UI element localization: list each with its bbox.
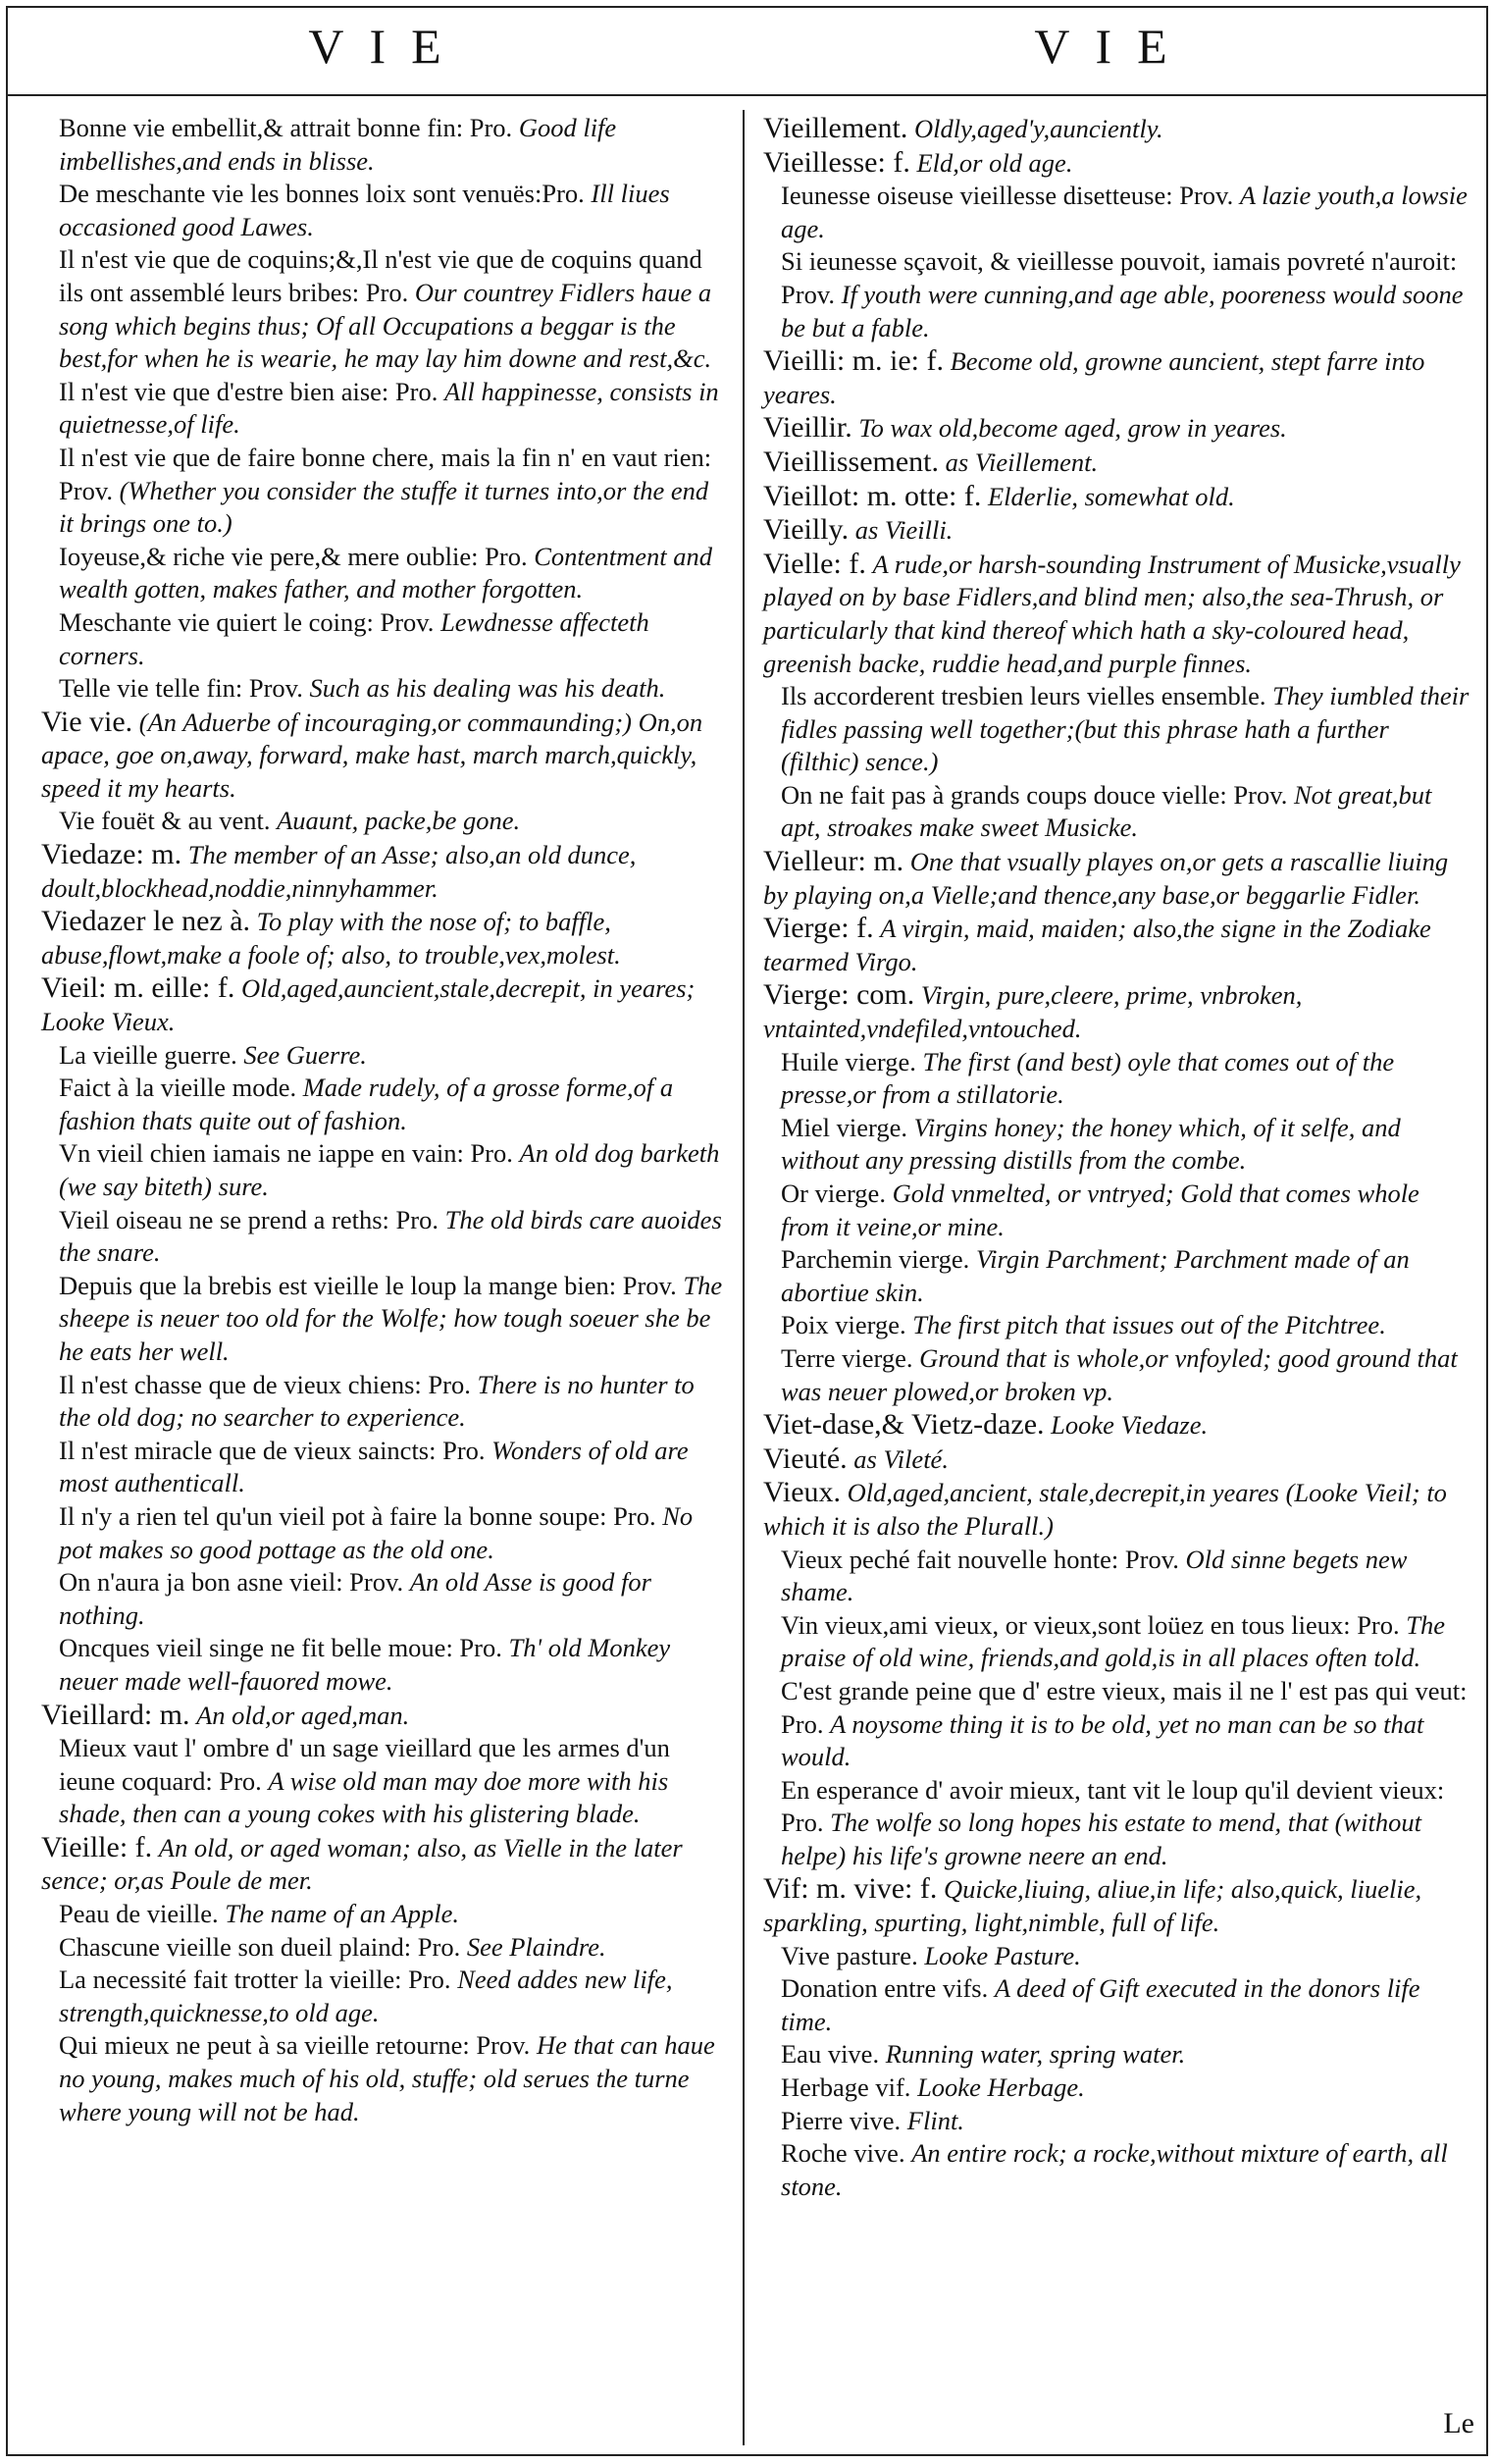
french-phrase: Or vierge. (781, 1179, 886, 1208)
headword-entry (41, 706, 728, 806)
sub-entry (41, 805, 728, 838)
french-phrase: Viet-dase,& Vietz-daze. (763, 1408, 1045, 1442)
sub-entry (763, 2137, 1470, 2203)
english-gloss: See Plaindre. (466, 1931, 606, 1962)
french-phrase: Viedaze: m. (41, 838, 182, 871)
sub-entry (41, 1500, 728, 1566)
sub-entry (763, 1972, 1470, 2038)
english-gloss: Elderlie, somewhat old. (987, 481, 1235, 511)
french-phrase: Meschante vie quiert le coing: Prov. (59, 606, 435, 637)
headword-entry (41, 1831, 728, 1898)
headword-entry (763, 411, 1470, 446)
english-gloss: Good life imbellishes,and ends in blisse. (59, 113, 617, 176)
english-gloss: A wise old man may doe more with his shade, then can a young cokes with his glistering blade. (59, 1765, 669, 1829)
sub-entry (41, 1632, 728, 1698)
sub-entry (763, 2105, 1470, 2138)
english-gloss: (Whether you consider the stuffe it turnes into,or the end it brings one to.) (59, 475, 709, 539)
english-gloss: Virgins honey; the honey which, of it selfe, and without any pressing distills from the combe. (781, 1112, 1401, 1176)
english-gloss: To play with the nose of; to baffle, abuse,flowt,make a foole of; also, to trouble,vex,molest. (41, 907, 621, 970)
english-gloss: He that can haue no young, makes much of his old, stuffe; old serues the turne where young will not be had. (59, 2030, 715, 2126)
header-rule (6, 94, 1488, 96)
french-phrase: De meschante vie les bonnes loix sont venuës:Pro. (59, 179, 585, 209)
headword-entry (763, 146, 1470, 181)
english-gloss: The member of an Asse; also,an old dunce, doult,blockhead,noddie,ninnyhammer. (41, 840, 637, 903)
sub-entry (41, 442, 728, 541)
sub-entry (41, 1964, 728, 2029)
running-head-left: VIE (308, 19, 467, 74)
english-gloss: An old,or aged,man. (196, 1700, 410, 1730)
french-phrase: Vieillissement. (763, 445, 940, 478)
english-gloss: Not great,but apt, stroakes make sweet Musicke. (781, 779, 1432, 843)
english-gloss: Gold vnmelted, or vntryed; Gold that comes whole from it veine,or mine. (781, 1179, 1419, 1241)
french-phrase: Chascune vieille son dueil plaind: Pro. (59, 1931, 461, 1962)
french-phrase: Vieuté. (763, 1442, 848, 1475)
english-gloss: A rude,or harsh-sounding Instrument of Musicke,vsually played on by base Fidlers,and blind men; also,the sea-Thrush, or particularly that kind thereof which hath a sky-coloured head, greenish backe, ruddie head,and purple finnes. (763, 549, 1461, 678)
english-gloss: A deed of Gift executed in the donors life time. (781, 1973, 1420, 2036)
english-gloss: Looke Herbage. (917, 2072, 1085, 2103)
english-gloss: Our countrey Fidlers haue a song which begins thus; Of all Occupations a beggar is the best,for when he is wearie, he may lay him downe and rest,&c. (59, 277, 712, 374)
french-phrase: Ioyeuse,& riche vie pere,& mere oublie: Pro. (59, 541, 528, 571)
english-gloss: To wax old,become aged, grow in yeares. (858, 413, 1287, 444)
english-gloss: as Vieilli. (854, 515, 954, 546)
english-gloss: An old Asse is good for nothing. (59, 1567, 651, 1630)
english-gloss: See Guerre. (243, 1039, 367, 1070)
french-phrase: Vie fouët & au vent. (59, 806, 271, 836)
french-phrase: Il n'est miracle que de vieux saincts: Pro. (59, 1435, 486, 1465)
sub-entry (41, 2029, 728, 2128)
headword-entry (763, 1408, 1470, 1442)
english-gloss: An entire rock; a rocke,without mixture of earth, all stone. (781, 2138, 1448, 2201)
sub-entry (763, 1178, 1470, 1243)
sub-entry (41, 112, 728, 178)
sub-entry (41, 1270, 728, 1369)
sub-entry (763, 680, 1470, 779)
headword-entry (763, 912, 1470, 978)
english-gloss: Lewdnesse affecteth corners. (59, 606, 649, 670)
sub-entry (41, 1369, 728, 1435)
french-phrase: Vin vieux,ami vieux, or vieux,sont loüez en tous lieux: Pro. (781, 1609, 1400, 1640)
french-phrase: Vieil: m. eille: f. (41, 971, 235, 1005)
headword-entry (763, 978, 1470, 1045)
english-gloss: Need addes new life, strength,quicknesse,to old age. (59, 1965, 673, 2027)
sub-entry (41, 1072, 728, 1137)
sub-entry (41, 1435, 728, 1500)
sub-entry (763, 779, 1470, 845)
french-phrase: Vieux. (763, 1476, 842, 1509)
english-gloss: One that vsually playes on,or gets a rascallie liuing by playing on,a Vielle;and thence,any base,or beggarlie Fidler. (763, 847, 1449, 910)
sub-entry (763, 1309, 1470, 1342)
english-gloss: Become old, growne auncient, stept farre into yeares. (763, 346, 1425, 409)
english-gloss: Virgin Parchment; Parchment made of an abortiue skin. (781, 1244, 1410, 1307)
english-gloss: Such as his dealing was his death. (309, 673, 666, 704)
french-phrase: Huile vierge. (781, 1046, 916, 1076)
french-phrase: Faict à la vieille mode. (59, 1073, 297, 1103)
english-gloss: The sheepe is neuer too old for the Wolfe; how tough soeuer she be he eats her well. (59, 1270, 723, 1366)
sub-entry (41, 1931, 728, 1965)
sub-entry (763, 1774, 1470, 1873)
french-phrase: C'est grande peine que d' estre vieux, mais il ne l' est pas qui veut: Pro. (781, 1675, 1468, 1739)
english-gloss: All happinesse, consists in quietnesse,of life. (59, 376, 719, 440)
french-phrase: La vieille guerre. (59, 1039, 237, 1070)
french-phrase: Vie vie. (41, 705, 133, 738)
english-gloss: Eld,or old age. (916, 147, 1073, 178)
french-phrase: Si ieunesse sçavoit, & vieillesse pouvoit, iamais povreté n'auroit: Prov. (781, 246, 1458, 309)
sub-entry (763, 1112, 1470, 1178)
french-phrase: On ne fait pas à grands coups douce vielle: Prov. (781, 779, 1288, 810)
english-gloss: The praise of old wine, friends,and gold,is in all places often told. (781, 1609, 1446, 1673)
french-phrase: Il n'est vie que de faire bonne chere, mais la fin n' en vaut rien: Prov. (59, 442, 712, 505)
french-phrase: Ils accorderent tresbien leurs vielles ensemble. (781, 681, 1266, 711)
english-gloss: A virgin, maid, maiden; also,the signe in the Zodiake tearmed Virgo. (763, 914, 1431, 976)
french-phrase: Il n'est vie que de coquins;&,Il n'est vie que de coquins quand ils ont assemblé leurs bribes: Pro. (59, 244, 702, 307)
english-gloss: The name of an Apple. (225, 1899, 459, 1929)
english-gloss: Wonders of old are most authenticall. (59, 1435, 689, 1498)
french-phrase: Miel vierge. (781, 1112, 908, 1142)
sub-entry (41, 1204, 728, 1270)
french-phrase: Eau vive. (781, 2039, 880, 2070)
french-phrase: Vif: m. vive: f. (763, 1872, 938, 1906)
english-gloss: Flint. (906, 2105, 964, 2135)
sub-entry (763, 2071, 1470, 2105)
sub-entry (41, 178, 728, 243)
french-phrase: Vieillesse: f. (763, 145, 910, 179)
french-phrase: Parchemin vierge. (781, 1244, 970, 1275)
french-phrase: Il n'est vie que d'estre bien aise: Pro. (59, 376, 438, 406)
french-phrase: Herbage vif. (781, 2072, 911, 2103)
catchword: Le (1443, 2407, 1474, 2439)
english-gloss: Old,aged,ancient, stale,decrepit,in yeares (Looke Vieil; to which it is also the Plurall.) (763, 1478, 1447, 1541)
french-phrase: Vieillot: m. otte: f. (763, 479, 982, 512)
english-gloss: Old sinne begets new shame. (781, 1544, 1408, 1607)
english-gloss: as Vileté. (853, 1443, 949, 1474)
headword-entry (763, 446, 1470, 480)
sub-entry (763, 1675, 1470, 1774)
french-phrase: Ieunesse oiseuse vieillesse disetteuse: Prov. (781, 181, 1234, 211)
english-gloss: A noysome thing it is to be old, yet no man can be so that would. (781, 1708, 1424, 1772)
headword-entry (41, 838, 728, 905)
right-column (763, 112, 1470, 2203)
english-gloss: No pot makes so good pottage as the old one. (59, 1500, 694, 1564)
french-phrase: Depuis que la brebis est vieille le loup la mange bien: Prov. (59, 1270, 677, 1300)
sub-entry (41, 1566, 728, 1632)
sub-entry (41, 243, 728, 375)
sub-entry (763, 1243, 1470, 1309)
english-gloss: An old, or aged woman; also, as Vielle in the later sence; or,as Poule de mer. (41, 1832, 683, 1896)
french-phrase: Vielleur: m. (763, 845, 904, 878)
headword-entry (763, 548, 1470, 680)
french-phrase: Vieilli: m. ie: f. (763, 344, 944, 378)
french-phrase: Vierge: f. (763, 912, 874, 945)
french-phrase: Terre vierge. (781, 1342, 913, 1373)
french-phrase: La necessité fait trotter la vieille: Pro. (59, 1965, 451, 1995)
english-gloss: There is no hunter to the old dog; no searcher to experience. (59, 1369, 695, 1433)
french-phrase: Vieillard: m. (41, 1698, 190, 1731)
sub-entry (763, 2038, 1470, 2071)
headword-entry (763, 1476, 1470, 1543)
headword-entry (763, 112, 1470, 146)
sub-entry (763, 1046, 1470, 1112)
sub-entry (763, 1940, 1470, 1973)
sub-entry (41, 1732, 728, 1831)
sub-entry (41, 1039, 728, 1073)
headword-entry (41, 971, 728, 1038)
english-gloss: The first pitch that issues out of the Pitchtree. (912, 1310, 1386, 1340)
headword-entry (41, 905, 728, 971)
sub-entry (763, 245, 1470, 344)
french-phrase: Vn vieil chien iamais ne iappe en vain: Pro. (59, 1138, 513, 1169)
french-phrase: Mieux vaut l' ombre d' un sage vieillard que les armes d'un ieune coquard: Pro. (59, 1733, 670, 1796)
sub-entry (41, 672, 728, 706)
english-gloss: Quicke,liuing, aliue,in life; also,quick, liuelie, sparkling, spurting, light,nimble, full of life. (763, 1874, 1422, 1938)
french-phrase: Vieille: f. (41, 1830, 153, 1863)
english-gloss: Auaunt, packe,be gone. (277, 806, 521, 836)
french-phrase: Il n'est chasse que de vieux chiens: Pro. (59, 1369, 471, 1399)
french-phrase: Vielle: f. (763, 547, 866, 580)
english-gloss: Virgin, pure,cleere, prime, vnbroken, vntainted,vndefiled,vntouched. (763, 980, 1303, 1044)
french-phrase: Peau de vieille. (59, 1899, 219, 1929)
french-phrase: Vieilly. (763, 513, 850, 547)
headword-entry (763, 845, 1470, 912)
left-column (41, 112, 728, 2128)
sub-entry (763, 1544, 1470, 1609)
sub-entry (41, 606, 728, 672)
french-phrase: Telle vie telle fin: Prov. (59, 673, 303, 704)
column-divider (743, 110, 745, 2445)
headword-entry (763, 344, 1470, 411)
sub-entry (763, 1609, 1470, 1675)
french-phrase: Vieil oiseau ne se prend a reths: Pro. (59, 1204, 438, 1234)
french-phrase: Bonne vie embellit,& attrait bonne fin: Pro. (59, 113, 513, 142)
english-gloss: Ground that is whole,or vnfoyled; good ground that was neuer plowed,or broken vp. (781, 1342, 1458, 1406)
french-phrase: Pierre vive. (781, 2105, 902, 2135)
headword-entry (763, 1872, 1470, 1939)
english-gloss: They iumbled their fidles passing well together;(but this phrase hath a further (filthic) sence.) (781, 681, 1470, 777)
french-phrase: Viedazer le nez à. (41, 905, 251, 938)
french-phrase: Vieillir. (763, 411, 852, 445)
french-phrase: Qui mieux ne peut à sa vieille retourne: Prov. (59, 2030, 531, 2061)
french-phrase: Vive pasture. (781, 1940, 918, 1970)
english-gloss: Old,aged,auncient,stale,decrepit, in yeares; Looke Vieux. (41, 973, 696, 1037)
french-phrase: Il n'y a rien tel qu'un vieil pot à faire la bonne soupe: Pro. (59, 1500, 656, 1531)
english-gloss: Contentment and wealth gotten, makes father, and mother forgotten. (59, 541, 713, 604)
english-gloss: The wolfe so long hopes his estate to mend, that (without helpe) his life's growne neere an end. (781, 1808, 1421, 1870)
sub-entry (763, 1342, 1470, 1408)
english-gloss: An old dog barketh (we say biteth) sure. (59, 1138, 720, 1201)
sub-entry (763, 180, 1470, 245)
french-phrase: On n'aura ja bon asne vieil: Prov. (59, 1567, 404, 1598)
french-phrase: Roche vive. (781, 2138, 905, 2169)
headword-entry (41, 1699, 728, 1733)
english-gloss: Oldly,aged'y,aunciently. (913, 114, 1163, 143)
english-gloss: Looke Viedaze. (1051, 1410, 1209, 1441)
english-gloss: The first (and best) oyle that comes out of the presse,or from a stillatorie. (781, 1046, 1395, 1110)
english-gloss: A lazie youth,a lowsie age. (781, 181, 1468, 243)
english-gloss: If youth were cunning,and age able, pooreness would soone be but a fable. (781, 279, 1464, 342)
english-gloss: as Vieillement. (945, 446, 1099, 477)
headword-entry (763, 480, 1470, 514)
headword-entry (763, 513, 1470, 548)
french-phrase: Poix vierge. (781, 1310, 906, 1340)
english-gloss: Made rudely, of a grosse forme,of a fashion thats quite out of fashion. (59, 1073, 674, 1135)
sub-entry (41, 376, 728, 442)
english-gloss: Th' old Monkey neuer made well-fauored mowe. (59, 1633, 671, 1696)
english-gloss: Ill liues occasioned good Lawes. (59, 179, 670, 241)
running-head-right: VIE (1034, 19, 1193, 74)
english-gloss: The old birds care auoides the snare. (59, 1204, 722, 1268)
french-phrase: En esperance d' avoir mieux, tant vit le loup qu'il devient vieux: Pro. (781, 1774, 1445, 1838)
sub-entry (41, 541, 728, 606)
sub-entry (41, 1898, 728, 1931)
english-gloss: Running water, spring water. (885, 2039, 1186, 2070)
french-phrase: Vieillement. (763, 112, 908, 144)
french-phrase: Oncques vieil singe ne fit belle moue: Pro. (59, 1633, 502, 1663)
english-gloss: (An Aduerbe of incouraging,or commaunding;) On,on apace, goe on,away, forward, make hast, march march,quickly, speed it my hearts. (41, 707, 703, 803)
french-phrase: Donation entre vifs. (781, 1973, 989, 2004)
sub-entry (41, 1137, 728, 1203)
headword-entry (763, 1442, 1470, 1477)
french-phrase: Vierge: com. (763, 978, 915, 1012)
english-gloss: Looke Pasture. (924, 1940, 1081, 1970)
french-phrase: Vieux peché fait nouvelle honte: Prov. (781, 1544, 1179, 1574)
